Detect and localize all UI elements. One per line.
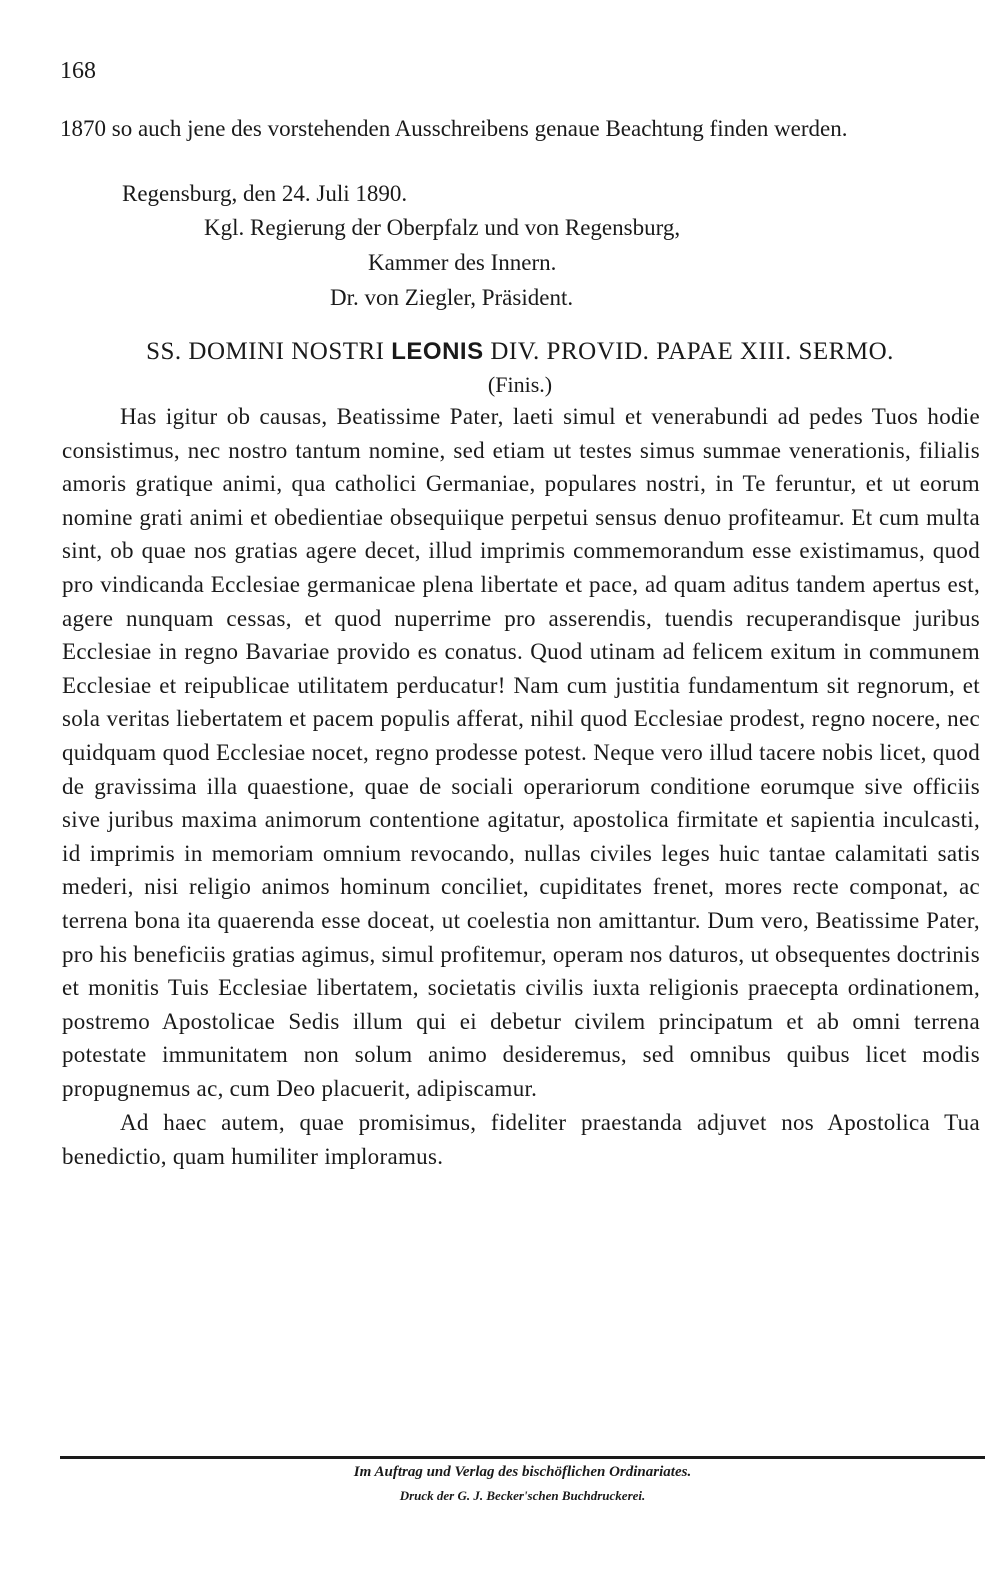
footer-line-2: Druck der G. J. Becker'schen Buchdruckerei. — [399, 1488, 646, 1503]
body-paragraph-2: Ad haec autem, quae promisimus, fideliter praestanda adjuvet nos Apostolica Tua benedictio, quam humiliter imploramus. — [62, 1110, 980, 1170]
finis-label: (Finis.) — [487, 372, 553, 397]
footer-line-1: Im Auftrag und Verlag des bischöflichen Ordinariates. — [353, 1464, 692, 1480]
place-date: Regensburg, den 24. Juli 1890. — [122, 181, 408, 206]
heading-suffix: DIV. PROVID. PAPAE XIII. SERMO. — [483, 338, 894, 365]
intro-paragraph: 1870 so auch jene des vorstehenden Ausschreibens genaue Beachtung finden werden. — [60, 116, 848, 141]
sermon-heading — [60, 338, 980, 366]
authority-line-2: Kammer des Innern. — [368, 250, 557, 275]
signature: Dr. von Ziegler, Präsident. — [330, 285, 574, 310]
sermon-body — [62, 400, 980, 1174]
body-paragraph-1: Has igitur ob causas, Beatissime Pater, laeti simul et venerabundi ad pedes Tuos hodie consistimus, nec nostro tantum nomine, sed etiam ut testes simus summae venerationis, filialis amoris gratique animi, qua catholici Germaniae, populares nostri, in Te feruntur, et ut eorum nomine grati animi et obedientiae obsequiique perpetui sensus denuo profiteamur. Et cum multa sint, ob quae nos gratias agere decet, illud imprimis commemorandum esse existimamus, quod pro vindicanda Ecclesiae germanicae plena libertate et pace, ad quam aditus tandem apertus est, agere nunquam cessas, et quod nuperrime pro asserendis, tuendis recuperandisque juribus Ecclesiae in regno Bavariae provido es conatus. Quod utinam ad felicem exitum in communem Ecclesiae et reipublicae utilitatem perducatur! Nam cum justitia fundamentum sit regnorum, et sola veritas liebertatem et pacem populis afferat, nihil quod Ecclesiae prodest, regno nocere, nec quidquam quod Ecclesiae nocet, regno prodesse potest. Neque vero illud tacere nobis licet, quod de gravissima illa quaestione, quae de sociali operariorum conditione eorumque sive officiis sive juribus maxima animorum contentione agitatur, apostolica firmitate et sapientia inculcasti, id imprimis in memoriam omnium revocando, nullas civiles leges huic tantae calamitati satis mederi, nisi religio animos hominum conciliet, cupiditates frenet, mores recte componat, ac terrena bona ita quaerenda esse doceat, ut coelestia non amittantur. Dum vero, Beatissime Pater, pro his beneficiis gratias agimus, simul profitemur, operam nos daturos, ut obsequentes doctrinis et monitis Tuis Ecclesiae libertatem, societatis civilis iuxta religionis praecepta ordinationem, postremo Apostolicae Sedis illum qui ei debetur civilem principatum et ab omni terrena potestate immunitatem non solum animo desideremus, sed omnibus quibus licet modis propugnemus ac, cum Deo placuerit, adipiscamur. — [62, 404, 980, 1101]
page-number: 168 — [60, 58, 96, 84]
authority-line-1: Kgl. Regierung der Oberpfalz und von Regensburg, — [204, 215, 681, 240]
footer-rule-thick — [60, 1456, 985, 1459]
heading-pope-name: LEONIS — [391, 338, 484, 365]
heading-prefix: SS. DOMINI NOSTRI — [146, 338, 392, 365]
